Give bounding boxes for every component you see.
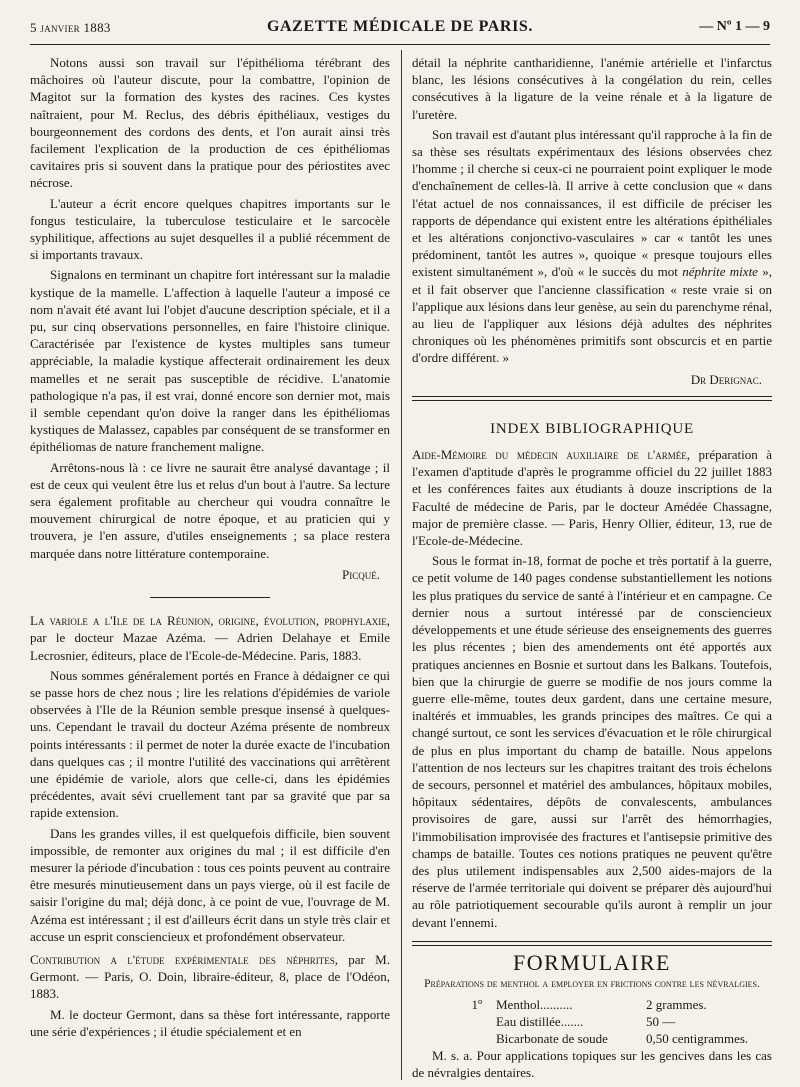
issue-date: 5 janvier 1883 [30, 20, 111, 35]
paragraph: Dans les grandes villes, il est quelquefois difficile, bien souvent impossible, de remonter aux origines du mal ; il est difficile d'en mesurer la période d'incubation : tous ces points peuvent au contraire être mesurés minutieusement dans un pays vierge, où il est facile de saisir l'origine du mal; déjà donc, à ce point de vue, l'ouvrage de M. Azéma est intéressant ; il est d'ailleurs écrit dans un style très clair et accuse un esprit consciencieux et profondément observateur. [30, 825, 390, 944]
paragraph [412, 126, 772, 367]
section-heading: INDEX BIBLIOGRAPHIQUE [490, 420, 694, 437]
paragraph: M. s. a. Pour applications topiques sur les gencives dans les cas de névralgies dentaires. [412, 1047, 772, 1081]
journal-title: GAZETTE MÉDICALE DE PARIS. [266, 18, 533, 35]
paragraph: M. le docteur Germont, dans sa thèse fort intéressante, rapporte une série d'expériences ; il étudie spécialement et en [30, 1006, 390, 1039]
left-column [30, 54, 390, 1043]
prescription-row [412, 1030, 772, 1047]
ingredient-name: Menthol.......... [496, 996, 573, 1012]
page-number: — Nº 1 — 9 [699, 19, 770, 34]
prescription-row [412, 996, 772, 1013]
paragraph: Arrêtons-nous là : ce livre ne saurait être analysé davantage ; il est de ceux qui veulent être lus et relus d'un bout à l'autre. Sa lecture sera également profitable au chercheur qui voudra connaître le mouvement chirurgical de notre époque, et au praticien qui y trouvera, je l'en assure, d'utiles enseignements ; sa place restera marquée dans notre littérature contemporaine. [30, 459, 390, 561]
reference-details: préparation à l'examen d'aptitude d'après le programme officiel du 22 juillet 1883 et les conférences faites aux étudiants à douze inscriptions de la Faculté de médecine de Paris, par le docteur Amédée Chassagne, major de première classe. — Paris, Henry Ollier, éditeur, 13, rue de l'Ecole-de-Médecine. [412, 447, 772, 549]
author-signature: Dr Derignac. [690, 371, 762, 387]
paragraph: Notons aussi son travail sur l'épithélioma térébrant des mâchoires où l'auteur discute, pour la combattre, l'opinion de Magitot sur la formation des kystes des racines. Ces kystes naîtraient, pour M. Reclus, des débris épithéliaux, vestiges du bourgeonnement des cordons des dents, et l'on aurait ainsi très facilement l'explication de la production de ces épithéliomas cavitaires pris si souvent dans la pratique pour des périostites avec nécrose. [30, 55, 390, 191]
separator-rule [150, 597, 270, 598]
ingredient-name: Eau distillée....... [496, 1013, 584, 1029]
preparation-title: Préparations de menthol a employer en frictions contre les névralgies. [424, 977, 760, 990]
paragraph: détail la néphrite cantharidienne, l'anémie artérielle et l'infarctus blanc, les lésions consécutives à la congélation du rein, celles consécutives à la ligature de la veine rénale et à la ligature de l'uretère. [412, 55, 772, 122]
reference-title: Aide-Mémoire du médecin auxiliaire de l'armée, [412, 447, 690, 463]
paragraph: Signalons en terminant un chapitre fort intéressant sur la maladie kystique de la mamelle. L'affection à laquelle l'auteur a imposé ce nom n'avait été avant lui l'objet d'aucune description spéciale, et il a pu, sur cinq observations personnelles, en faire l'histoire clinique. Caractérisée par l'existence de kystes multiples sans tumeur appréciable, la maladie kystique affecterait ordinairement les deux mamelles et ne serait pas susceptible de récidive. L'anatomie pathologique n'a pas, il est vrai, donné encore son dernier mot, mais il semble cependant qu'on doive la ranger dans les épithéliomas kystiques de Malassez, capables par conséquent de se transformer en épithéliomas de nature franchement maligne. [30, 267, 390, 455]
text-run: », et il fait observer que l'ancienne classification « reste vraie si on l'applique aux lésions dans leur genèse, au sein du parenchyme rénal, au lieu de l'appliquer aux lésions déjà adultes des néphrites chroniques où les phénomènes primitifs sont obscurcis et en partie d'ordre différent. » [412, 264, 772, 366]
bibliographic-reference [412, 446, 772, 549]
prescription-number [412, 1013, 496, 1030]
prescription [412, 996, 772, 1047]
section-rule [412, 941, 772, 946]
paragraph: L'auteur a écrit encore quelques chapitres importants sur le fongus testiculaire, la tuberculose testiculaire et le sarcocèle syphilitique, affections au sujet desquelles il a publié récemment de si importants travaux. [30, 195, 390, 263]
column-divider [401, 50, 402, 1080]
paragraph: Sous le format in-18, format de poche et très portatif à la guerre, ce petit volume de 140 pages condense substantiellement les notions les plus pratiques du service de santé à l'intérieur et en campagne. Ce dernier nous a surtout intéressé par de consciencieux développements et une étude sérieuse des enseignements des guerres les plus récentes ; bien des amendements ont été apportés aux pratiques anciennes en Bosnie et surtout dans les Balkans. Toutefois, bien que la chirurgie de guerre se modifie de nos jours comme la guerre elle-même, toutes deux gardent, dans une certaine mesure, inaltérés et immuables, les grands principes des maîtres. Ce qui a changé surtout, ce sont les services d'évacuation et le rôle chirurgical de plus en plus important du champ de bataille. Nous appelons l'attention de nos lecteurs sur les chapitres traitant des trois échelons de secours, personnel et matériel des ambulances, hôpitaux mobiles, hôpitaux sédentaires, dépôts de convalescents, ambulances provisoires de gare, aussi sur l'arrêt des hémorrhagies, l'immobilisation improvisée des fractures et l'antisepsie primitive des champs de bataille. Toutes ces notions pratiques ne peuvent qu'être des plus utilement indispensables aux 2,500 aides-majors de la réserve de l'armée territoriale qui doivent se préparer dès aujourd'hui au rôle patriotiquement secourable qu'ils auront à remplir un jour devant l'ennemi. [412, 553, 772, 930]
bibliographic-reference [30, 951, 390, 1003]
ingredient-quantity: 0,50 centigrammes. [646, 1030, 749, 1046]
reference-title: La variole a l'Ile de la Réunion, origine, évolution, prophylaxie, [30, 613, 390, 629]
page-header [30, 14, 770, 45]
prescription-row [412, 1013, 772, 1030]
text-run: Son travail est d'autant plus intéressant qu'il rapproche à la fin de sa thèse ses résultats expérimentaux des lésions observées chez l'homme ; il cherche si ceux-ci ne pourraient point expliquer le mode d'enchaînement de celles-là. Il arrive à cette conclusion que « dans l'état actuel de nos connaissances, il est difficile de préciser les rapports de dépendance qui existent entre les altérations épithéliales et les altérations conjonctivo-vasculaires » car « tantôt les unes prédominent, tantôt les autres », quoique « presque toujours elles existent simultanément », d'où « le succès du mot [412, 126, 772, 280]
ingredient-name: Bicarbonate de soude [496, 1030, 608, 1046]
reference-details: par M. Germont. — Paris, O. Doin, libraire-éditeur, 8, place de l'Odéon, 1883. [30, 951, 390, 1002]
italic-term: néphrite mixte [682, 264, 758, 280]
bibliographic-reference [30, 612, 390, 664]
reference-details: par le docteur Mazae Azéma. — Adrien Delahaye et Emile Lecrosnier, éditeurs, place de l'Ecole-de-Médecine. Paris, 1883. [30, 630, 390, 663]
ingredient-quantity: 2 grammes. [646, 996, 707, 1012]
section-heading: FORMULAIRE [512, 949, 671, 975]
prescription-number [412, 1030, 496, 1047]
paragraph: Nous sommes généralement portés en France à dédaigner ce qui se passe hors de chez nous ; lire les relations d'épidémies de variole observées à l'Ile de la Réunion semble presque insensé à quelques-uns. Cependant le travail du docteur Azéma présente de nombreux points intéressants : il permet de noter la durée exacte de l'incubation dans quelques cas ; il montre l'utilité des vaccinations qui arrêtèrent une épidémie de variole, alors que celle-ci, dans les épidémies précédentes, avait sévi cruellement tant par sa gravité que par sa rapide extension. [30, 667, 390, 821]
ingredient-quantity: 50 — [646, 1013, 676, 1029]
reference-title: Contribution a l'étude expérimentale des néphrites, [30, 951, 338, 967]
right-column [412, 54, 772, 1084]
section-rule [412, 396, 772, 401]
prescription-number: 1º [471, 996, 482, 1012]
author-signature: Picqué. [342, 566, 380, 582]
